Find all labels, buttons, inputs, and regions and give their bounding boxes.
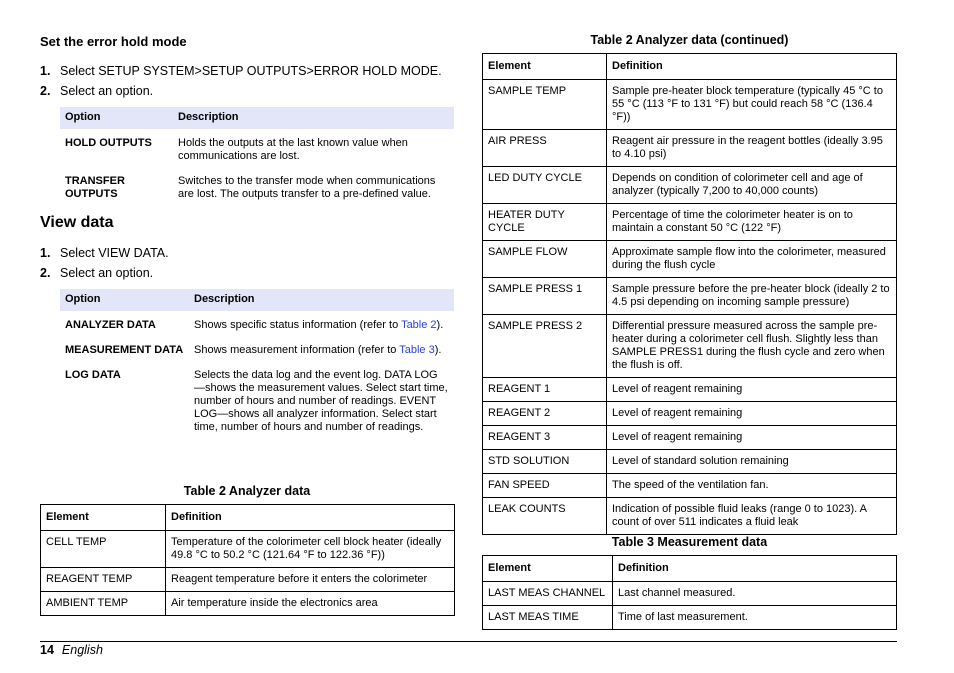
error-hold-step-1: 1. Select SETUP SYSTEM>SETUP OUTPUTS>ERROR HOLD MODE.: [40, 64, 442, 78]
table-2-link[interactable]: Table 2: [401, 319, 437, 331]
table-row: HEATER DUTY CYCLE Percentage of time the colorimeter heater is on to maintain a constant 50 °C (122 °F): [483, 204, 897, 241]
error-hold-step-2: 2. Select an option.: [40, 84, 154, 98]
error-hold-heading: Set the error hold mode: [40, 34, 187, 49]
view-data-heading: View data: [40, 214, 114, 231]
table-3-link[interactable]: Table 3: [399, 344, 435, 356]
table-row: LEAK COUNTS Indication of possible fluid leaks (range 0 to 1023). A count of over 511 indicates a fluid leak: [483, 498, 897, 535]
column-header: Element: [483, 556, 613, 582]
column-header: Definition: [166, 505, 455, 531]
table-row: REAGENT 1 Level of reagent remaining: [483, 378, 897, 402]
table-row: LED DUTY CYCLE Depends on condition of colorimeter cell and age of analyzer (typically 7,200 to 40,000 counts): [483, 167, 897, 204]
table-row: SAMPLE FLOW Approximate sample flow into the colorimeter, measured during the flush cycle: [483, 241, 897, 278]
measurement-data-table: [482, 555, 897, 630]
column-header: Description: [189, 289, 454, 311]
table-row: MEASUREMENT DATA Shows measurement information (refer to Table 3).: [65, 344, 442, 356]
table-row: AMBIENT TEMP Air temperature inside the electronics area: [41, 592, 455, 616]
column-header: Option: [60, 289, 189, 311]
table-row: LOG DATA Selects the data log and the event log. DATA LOG —shows the measurement values. Select start time, number of hours and number of readings. EVENT LOG—shows all analyzer information. Select start time, number of hours and number of readings.: [65, 369, 448, 433]
table-row: FAN SPEED The speed of the ventilation fan.: [483, 474, 897, 498]
table-row: SAMPLE PRESS 2 Differential pressure measured across the sample pre-heater during a colorimeter cell flush. Slightly less than SAMPLE PRESS1 during the flush cycle and zero when the flush is off.: [483, 315, 897, 378]
table-row: ANALYZER DATA Shows specific status information (refer to Table 2).: [65, 319, 444, 331]
table-3-caption: Table 3 Measurement data: [611, 535, 768, 549]
column-header: Definition: [613, 556, 897, 582]
table-row: LAST MEAS TIME Time of last measurement.: [483, 606, 897, 630]
column-header: Element: [483, 54, 607, 80]
table-2-caption: Table 2 Analyzer data: [183, 484, 311, 498]
table-row: AIR PRESS Reagent air pressure in the reagent bottles (ideally 3.95 to 4.10 psi): [483, 130, 897, 167]
table-row: TRANSFER OUTPUTS Switches to the transfer mode when communications are lost. The outputs transfer to a pre-defined value.: [65, 175, 436, 200]
footer-language: English: [61, 643, 103, 657]
analyzer-data-table: [40, 504, 455, 616]
table-row: HOLD OUTPUTS Holds the outputs at the last known value when communications are lost.: [65, 137, 408, 162]
table-row: SAMPLE TEMP Sample pre-heater block temperature (typically 45 °C to 55 °C (113 °F to 131 °F) but could reach 58 °C (136.4 °F)): [483, 80, 897, 130]
table-row: REAGENT 2 Level of reagent remaining: [483, 402, 897, 426]
page-number: 14: [40, 643, 54, 657]
error-hold-option-table: [60, 107, 454, 205]
column-header: Element: [41, 505, 166, 531]
table-row: LAST MEAS CHANNEL Last channel measured.: [483, 582, 897, 606]
view-data-step-2: 2. Select an option.: [40, 266, 154, 280]
analyzer-data-continued-table: [482, 53, 897, 535]
table-row: REAGENT 3 Level of reagent remaining: [483, 426, 897, 450]
table-row: REAGENT TEMP Reagent temperature before it enters the colorimeter: [41, 568, 455, 592]
table-2-continued-caption: Table 2 Analyzer data (continued): [590, 33, 789, 47]
column-header: Definition: [607, 54, 897, 80]
table-row: STD SOLUTION Level of standard solution remaining: [483, 450, 897, 474]
column-header: Option: [60, 107, 173, 129]
view-data-option-table: [60, 289, 454, 438]
table-row: CELL TEMP Temperature of the colorimeter cell block heater (ideally 49.8 °C to 50.2 °C (121.64 °F to 122.36 °F)): [41, 531, 455, 568]
column-header: Description: [173, 107, 454, 129]
page-footer: [40, 643, 103, 657]
table-row: SAMPLE PRESS 1 Sample pressure before the pre-heater block (ideally 2 to 4.5 psi depending on incoming sample pressure): [483, 278, 897, 315]
footer-rule: [40, 641, 897, 642]
view-data-step-1: 1. Select VIEW DATA.: [40, 246, 169, 260]
